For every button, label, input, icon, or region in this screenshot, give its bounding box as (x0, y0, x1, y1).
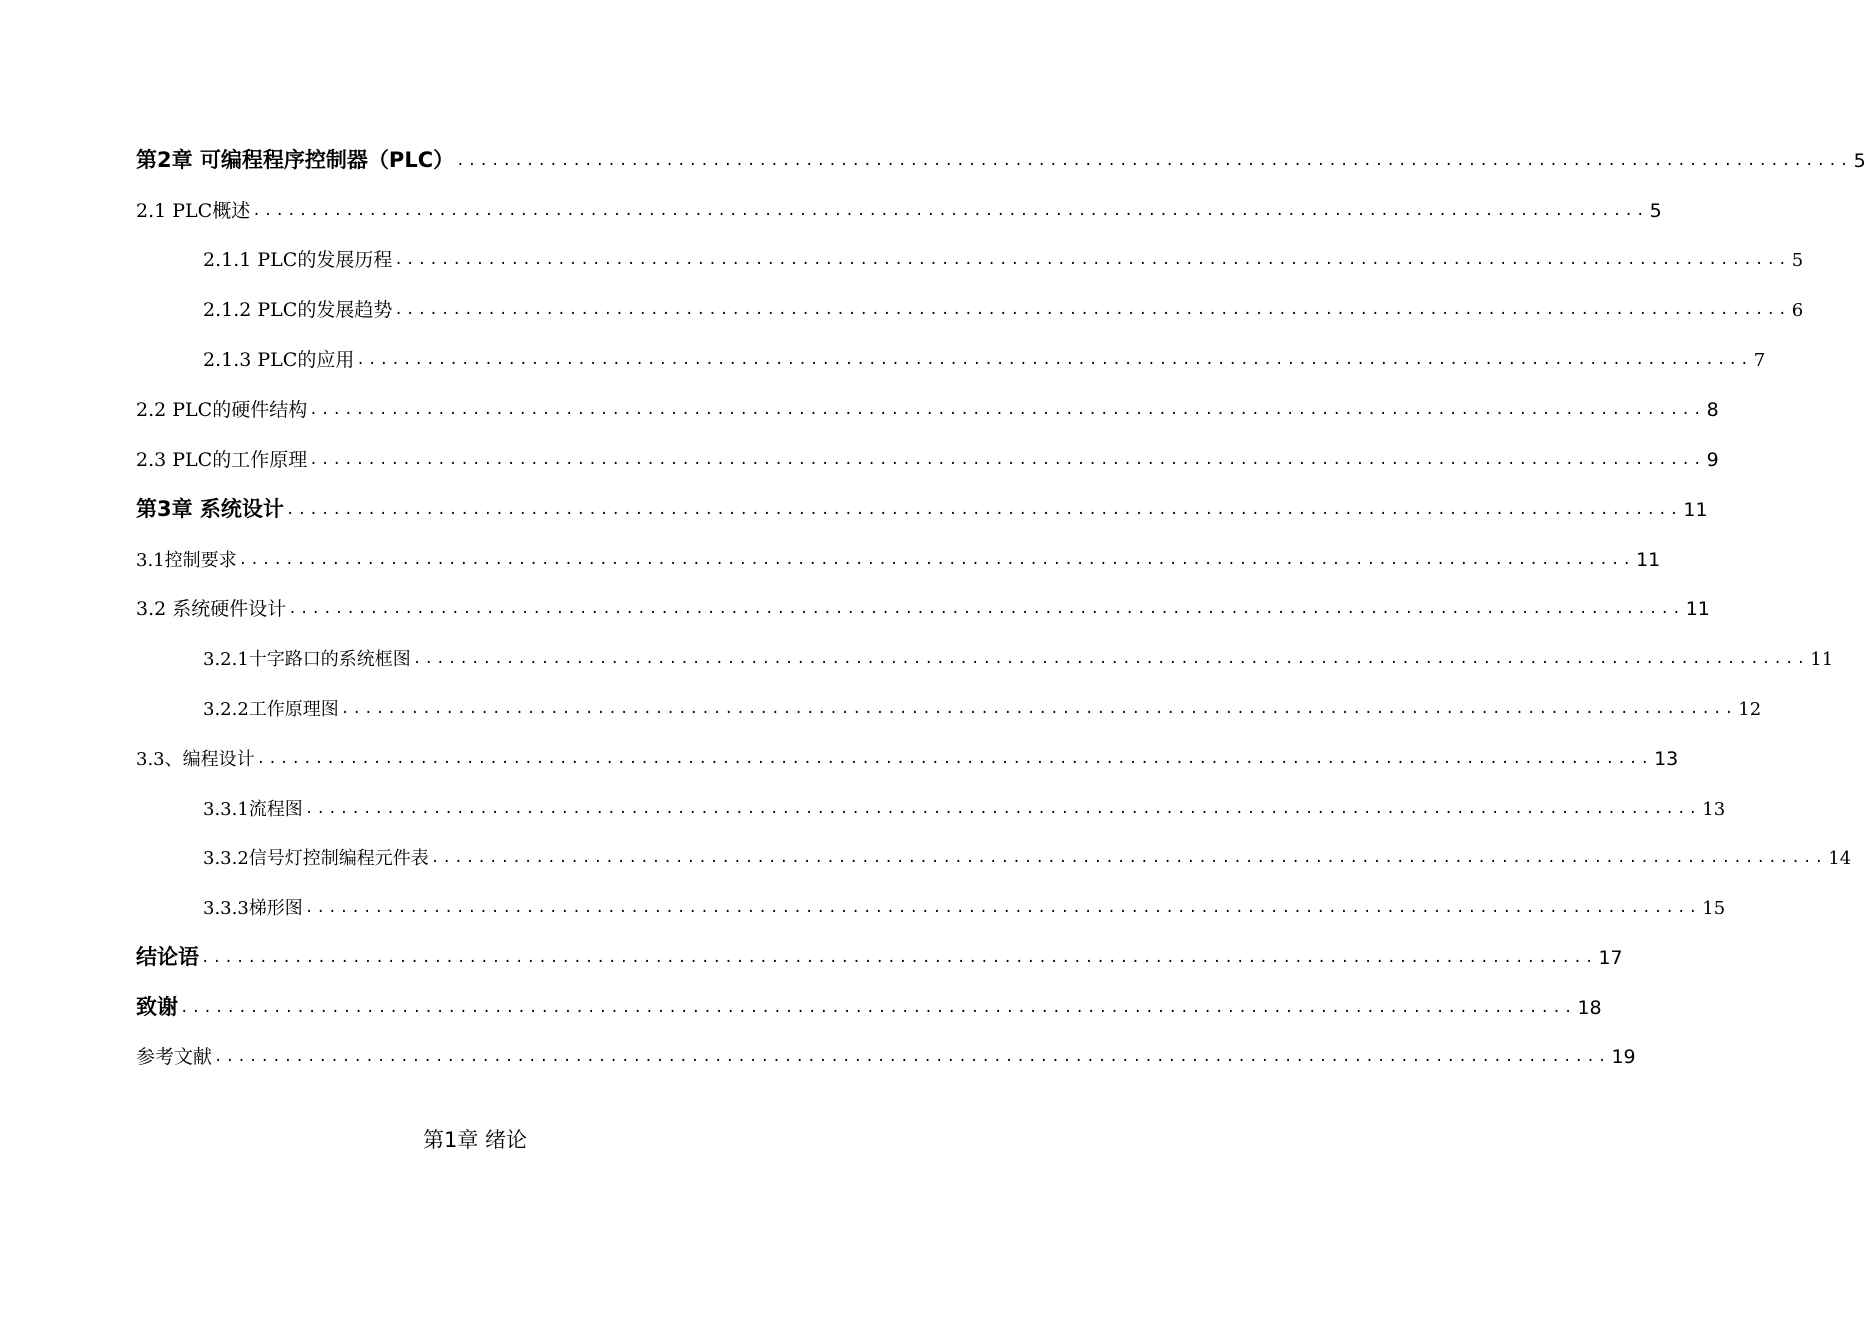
toc-entry-title: 3.3.3梯形图 (203, 898, 303, 919)
toc-entry-title: 2.2 PLC的硬件结构 (136, 399, 308, 421)
toc-leader-dots: ........................................................................................................................ (288, 601, 1684, 617)
toc-leader-dots: ........................................................................................................................ (201, 950, 1597, 966)
toc-leader-dots: ........................................................................................................................ (304, 900, 1701, 916)
toc-entry-page: 11 (1636, 549, 1661, 571)
toc-entry-3-3[interactable] (136, 735, 1679, 770)
toc-entry-title: 2.1.1 PLC的发展历程 (203, 249, 393, 271)
toc-entry-page: 8 (1706, 399, 1719, 421)
toc-entry-conclusion[interactable] (136, 934, 1623, 969)
toc-entry-title: 3.2 系统硬件设计 (136, 598, 287, 620)
toc-entry-page: 12 (1738, 699, 1762, 720)
toc-entry-3-2[interactable] (136, 585, 1710, 620)
toc-entry-page: 15 (1702, 898, 1726, 919)
toc-entry-3-1[interactable] (136, 536, 1661, 571)
toc-entry-2-2[interactable] (136, 386, 1719, 421)
toc-leader-dots: ........................................................................................................................ (285, 502, 1682, 518)
toc-entry-references[interactable] (136, 1033, 1636, 1068)
toc-entry-title: 2.1.3 PLC的应用 (203, 349, 355, 371)
toc-leader-dots: ........................................................................................................................ (394, 302, 1790, 318)
toc-leader-dots: ........................................................................................................................ (394, 252, 1790, 268)
toc-entry-title: 2.1 PLC概述 (136, 200, 251, 222)
toc-entry-title: 2.3 PLC的工作原理 (136, 449, 308, 471)
toc-entry-chapter-3[interactable] (136, 486, 1708, 521)
toc-entry-page: 13 (1702, 799, 1726, 820)
toc-entry-3-3-3[interactable] (203, 884, 1726, 919)
toc-entry-3-2-2[interactable] (203, 685, 1762, 720)
toc-entry-title: 3.3、编程设计 (136, 749, 255, 770)
toc-entry-2-1[interactable] (136, 187, 1662, 222)
toc-entry-3-3-1[interactable] (203, 785, 1726, 820)
toc-entry-page: 14 (1828, 848, 1852, 869)
toc-leader-dots: ........................................................................................................................ (412, 651, 1809, 667)
toc-entry-2-1-2[interactable] (203, 286, 1804, 321)
toc-entry-2-3[interactable] (136, 436, 1719, 471)
toc-leader-dots: ........................................................................................................................ (256, 751, 1653, 767)
toc-leader-dots: ........................................................................................................................ (356, 352, 1752, 368)
chapter-heading: 第1章 绪论 (422, 1128, 528, 1152)
toc-entry-2-1-3[interactable] (203, 336, 1766, 371)
toc-entry-title: 第2章 可编程程序控制器（PLC） (136, 148, 455, 172)
toc-entry-3-3-2[interactable] (203, 834, 1852, 869)
toc-leader-dots: ........................................................................................................................ (252, 203, 1648, 219)
toc-entry-title: 结论语 (136, 945, 199, 969)
toc-entry-3-2-1[interactable] (203, 635, 1834, 670)
toc-leader-dots: ........................................................................................................................ (238, 552, 1635, 568)
toc-leader-dots: ........................................................................................................................ (430, 850, 1827, 866)
toc-leader-dots: ........................................................................................................................ (309, 402, 1705, 418)
toc-entry-page: 17 (1598, 947, 1623, 969)
toc-leader-dots: ........................................................................................................................ (340, 701, 1737, 717)
toc-entry-2-1-1[interactable] (203, 236, 1804, 271)
toc-entry-title: 3.2.2工作原理图 (203, 699, 339, 720)
toc-entry-page: 5 (1649, 200, 1662, 222)
toc-entry-title: 3.2.1十字路口的系统框图 (203, 649, 411, 670)
toc-entry-page: 5 (1791, 250, 1804, 271)
toc-leader-dots: ........................................................................................................................ (456, 153, 1852, 169)
toc-leader-dots: ........................................................................................................................ (309, 452, 1705, 468)
toc-entry-page: 18 (1577, 997, 1602, 1019)
toc-entry-title: 第3章 系统设计 (136, 497, 284, 521)
toc-entry-title: 2.1.2 PLC的发展趋势 (203, 299, 393, 321)
toc-entry-page: 11 (1683, 499, 1708, 521)
toc-entry-page: 11 (1685, 598, 1710, 620)
toc-entry-title: 3.3.2信号灯控制编程元件表 (203, 848, 429, 869)
toc-leader-dots: ........................................................................................................................ (180, 1000, 1576, 1016)
toc-leader-dots: ........................................................................................................................ (214, 1049, 1610, 1065)
toc-entry-chapter-2[interactable] (136, 137, 1866, 172)
toc-entry-page: 13 (1654, 748, 1679, 770)
toc-entry-page: 5 (1853, 150, 1866, 172)
toc-entry-page: 19 (1611, 1046, 1636, 1068)
toc-entry-title: 参考文献 (136, 1046, 213, 1068)
toc-entry-page: 7 (1753, 350, 1766, 371)
toc-entry-page: 11 (1810, 649, 1834, 670)
toc-entry-title: 致谢 (136, 995, 178, 1019)
toc-entry-title: 3.3.1流程图 (203, 799, 303, 820)
toc-entry-page: 9 (1706, 449, 1719, 471)
toc-entry-acknowledgement[interactable] (136, 984, 1602, 1019)
toc-entry-page: 6 (1791, 300, 1804, 321)
toc-entry-title: 3.1控制要求 (136, 550, 237, 571)
toc-leader-dots: ........................................................................................................................ (304, 801, 1701, 817)
